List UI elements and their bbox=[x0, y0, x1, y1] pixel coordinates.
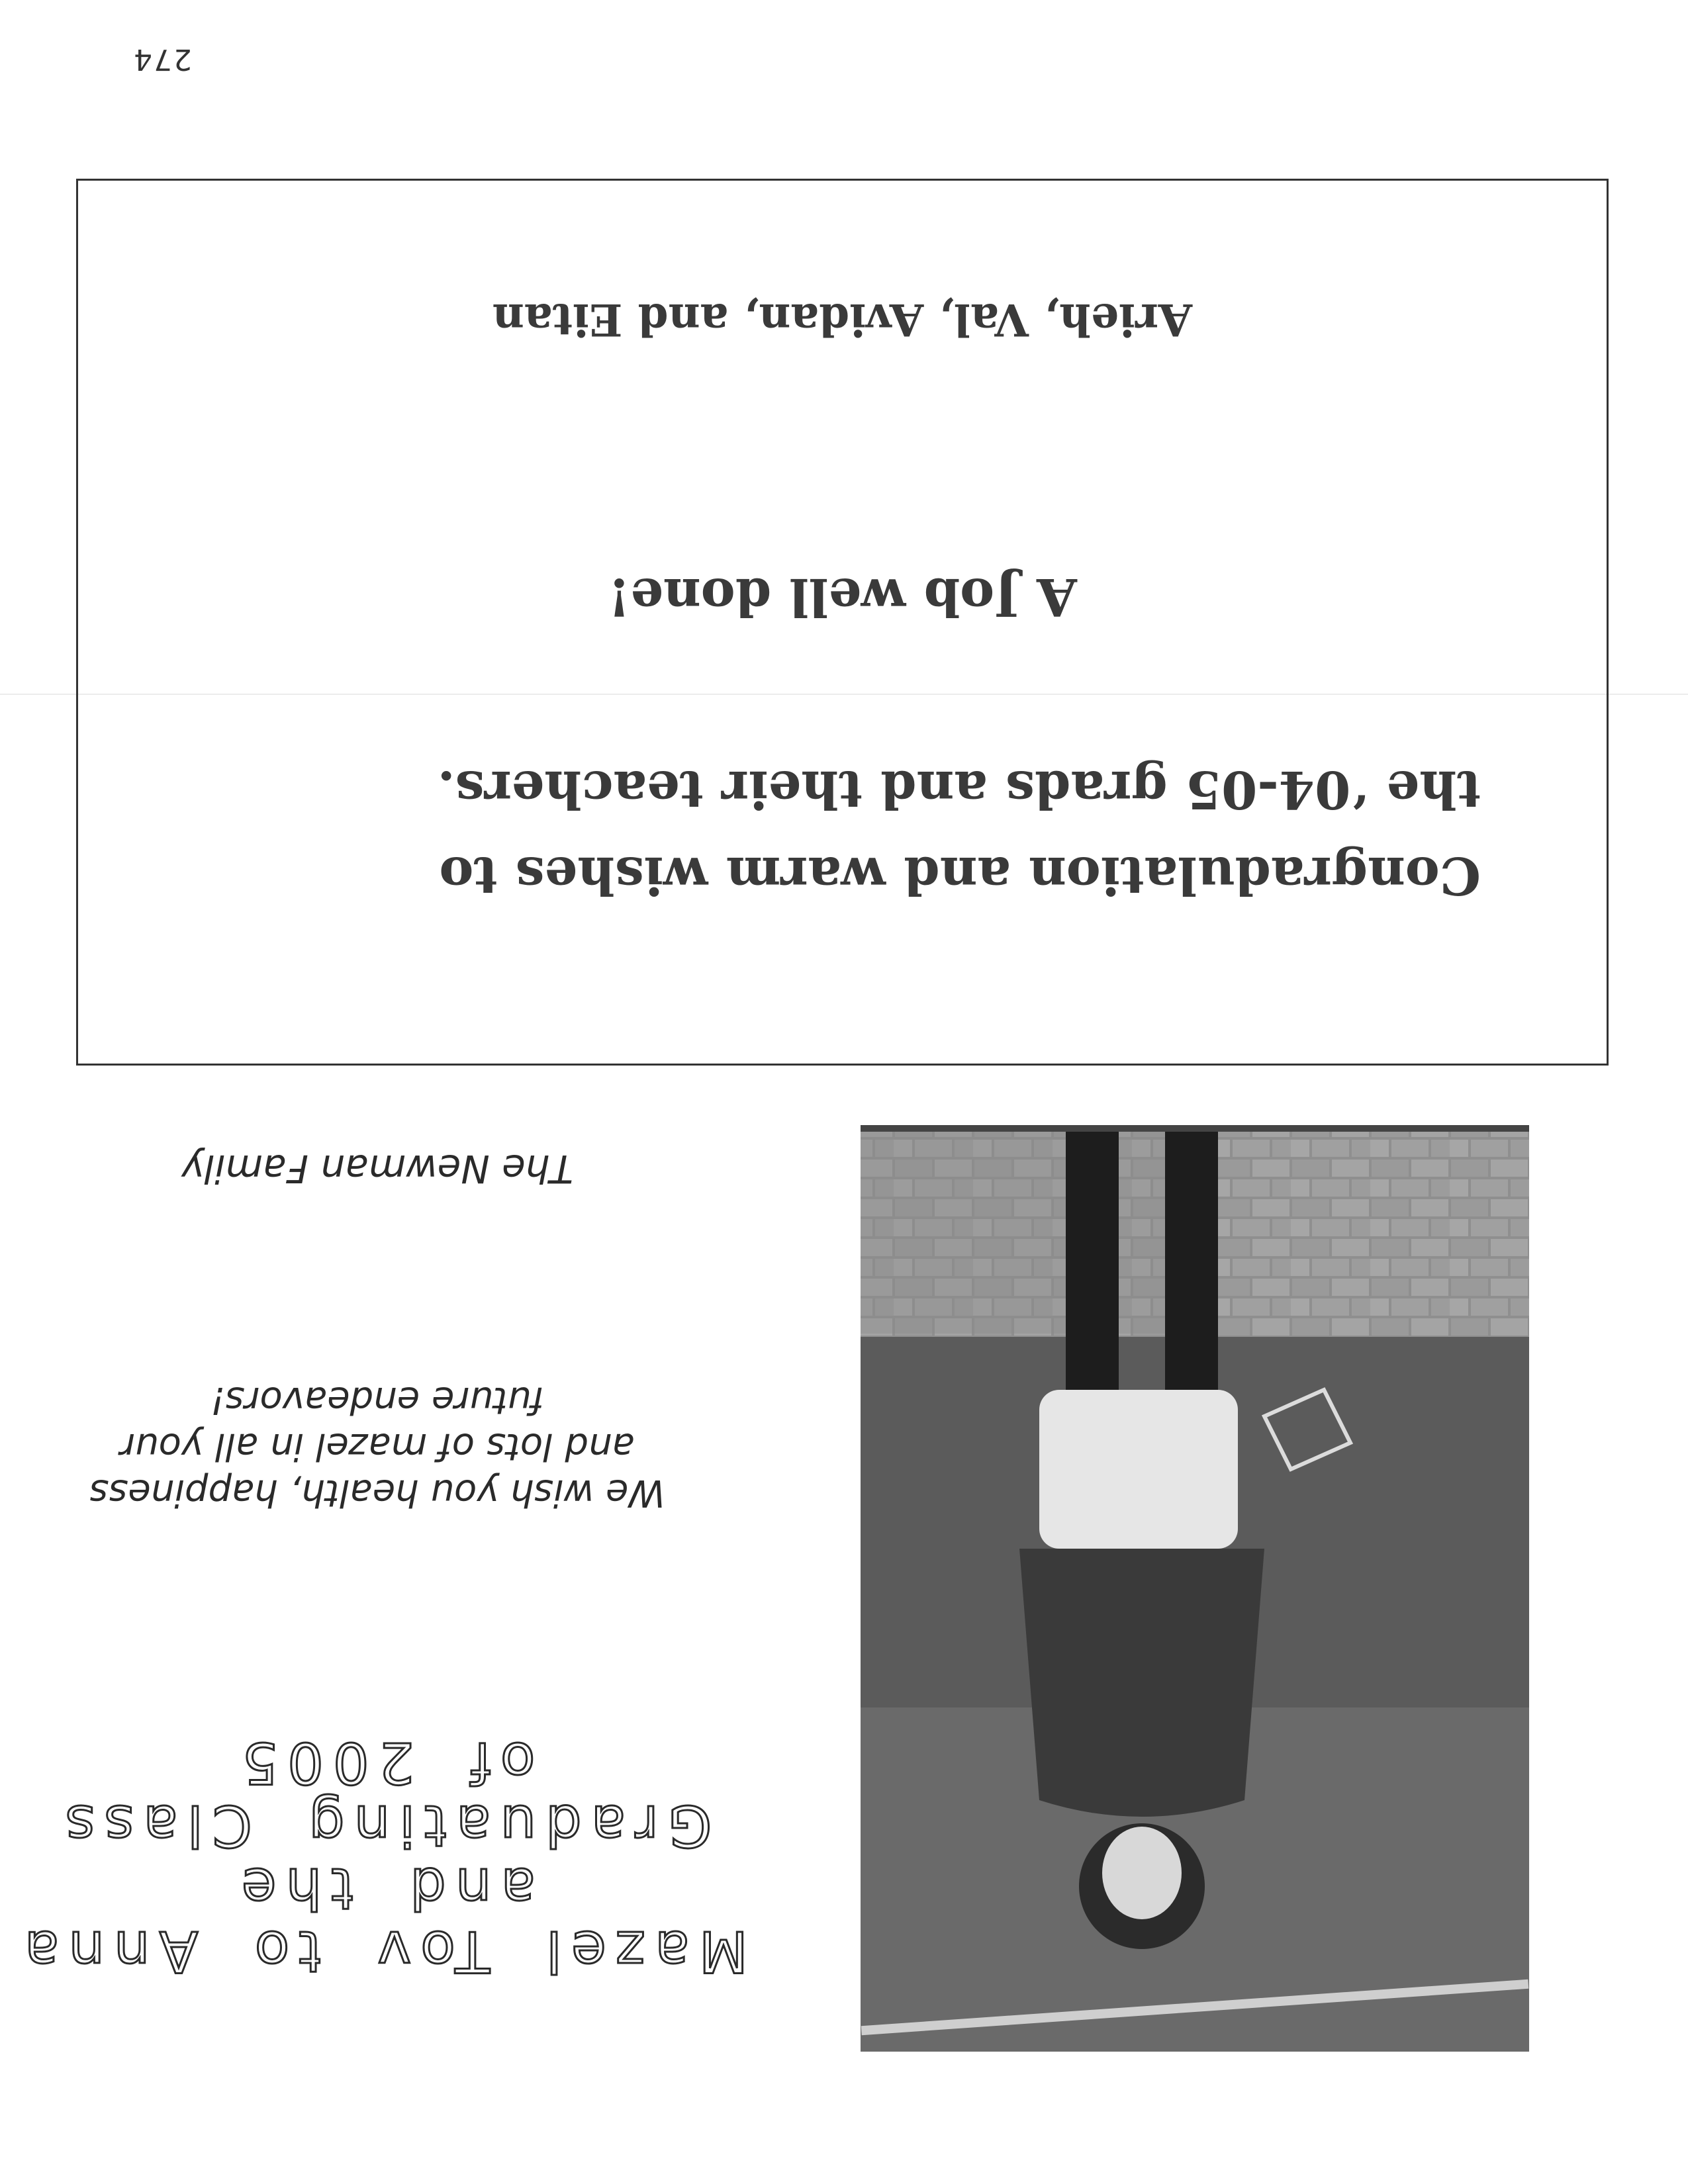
card-title bbox=[15, 1729, 748, 1984]
signature: Arieh, Val, Avidan, and Eitan bbox=[492, 294, 1193, 345]
page-number: 274 bbox=[132, 42, 192, 76]
card-title-line: and the bbox=[232, 1855, 536, 1921]
closing-line: A Job well done! bbox=[608, 567, 1077, 627]
family-signature: The Newman Family bbox=[181, 1146, 574, 1191]
card-title-line: Graduating Class bbox=[56, 1792, 712, 1858]
card-wishes bbox=[20, 1377, 735, 1516]
graduate-photo bbox=[861, 1125, 1529, 2052]
greeting bbox=[223, 746, 1481, 918]
wishes-line: and lots of mazel in all your bbox=[120, 1425, 635, 1468]
wishes-line: We wish you health, happiness bbox=[89, 1471, 665, 1514]
message-panel bbox=[76, 179, 1609, 1066]
greeting-line: the ‘04-05 grads and their teachers. bbox=[437, 759, 1481, 819]
card-title-line: Mazel Tov to Anna bbox=[15, 1918, 748, 1984]
greeting-line: Congradulation and warm wishes to bbox=[439, 845, 1481, 905]
card-title-line: of 2005 bbox=[232, 1729, 536, 1796]
wishes-line: future endeavors! bbox=[210, 1379, 545, 1422]
